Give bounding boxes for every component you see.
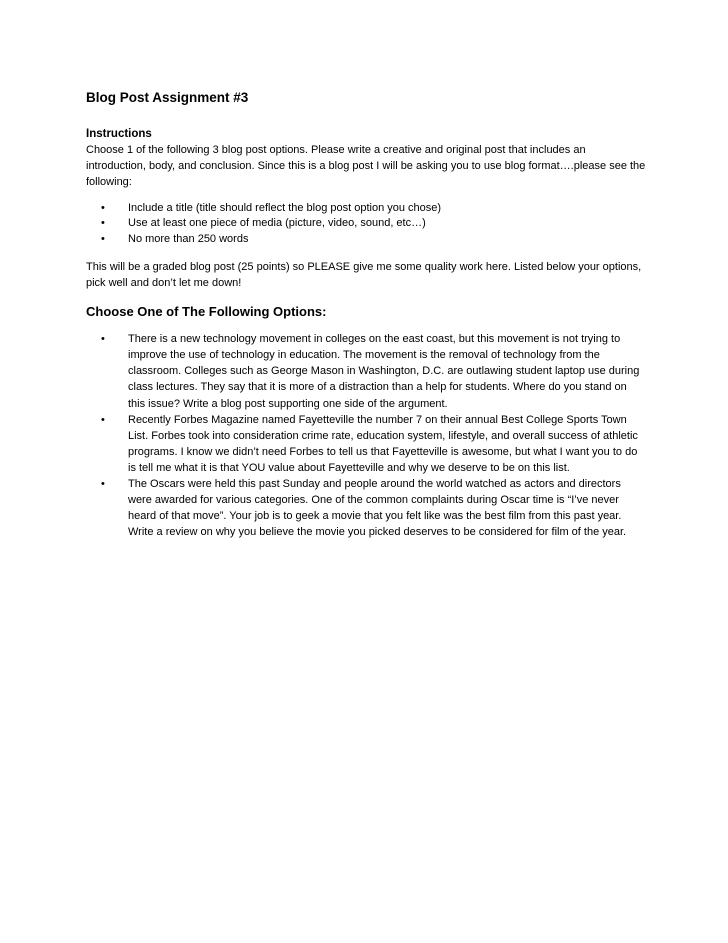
document-title: Blog Post Assignment #3 xyxy=(86,90,249,105)
list-item xyxy=(86,201,646,217)
format-item-text: No more than 250 words xyxy=(128,233,249,246)
option-text: The Oscars were held this past Sunday and people around the world watched as actors and directors were awarded for various categories. One of the common complaints during Oscar time is “I’ve never heard of that move”. Your job is to geek a movie that you felt like was the best film from this past year. Write a review on why you believe the movie you picked deserves to be considered for film of the year. xyxy=(128,477,627,539)
instructions-text: Choose 1 of the following 3 blog post options. Please write a creative and original post that includes an introduction, body, and conclusion. Since this is a blog post I will be asking you to use blog format….please see the following: xyxy=(86,144,646,189)
bullet-icon: • xyxy=(101,413,105,426)
grading-text: This will be a graded blog post (25 points) so PLEASE give me some quality work here. Listed below your options, pick well and don’t let me down! xyxy=(86,260,642,289)
list-item xyxy=(86,216,646,232)
options-heading: Choose One of The Following Options: xyxy=(86,304,327,320)
format-requirements-list xyxy=(86,201,646,248)
instructions-heading: Instructions xyxy=(86,128,152,140)
bullet-icon: • xyxy=(101,233,105,246)
bullet-icon: • xyxy=(101,333,105,346)
list-item xyxy=(86,232,646,248)
bullet-icon: • xyxy=(101,477,105,490)
option-text: Recently Forbes Magazine named Fayetteville the number 7 on their annual Best College Sports Town List. Forbes took into consideration crime rate, education system, lifestyle, and overall success of athletic programs. I know we didn’t need Forbes to tell us that Fayetteville is awesome, but what I want you to do is tell me what it is that YOU value about Fayetteville and why we deserve to be on this list. xyxy=(128,413,638,474)
document-page xyxy=(86,90,646,540)
options-list xyxy=(86,331,646,540)
option-text: There is a new technology movement in colleges on the east coast, but this movement is not trying to improve the use of technology in education. The movement is the removal of technology from the classroom. Colleges such as George Mason in Washington, D.C. are outlawing student laptop use during class lectures. They say that it is more of a distraction than a help for students. Where do you stand on this issue? Write a blog post supporting one side of the argument. xyxy=(128,333,640,410)
bullet-icon: • xyxy=(101,217,105,230)
list-item xyxy=(86,331,646,411)
bullet-icon: • xyxy=(101,201,105,214)
format-item-text: Include a title (title should reflect the blog post option you chose) xyxy=(128,201,442,214)
format-item-text: Use at least one piece of media (picture, video, sound, etc…) xyxy=(128,217,426,230)
list-item xyxy=(86,476,646,540)
list-item xyxy=(86,412,646,476)
